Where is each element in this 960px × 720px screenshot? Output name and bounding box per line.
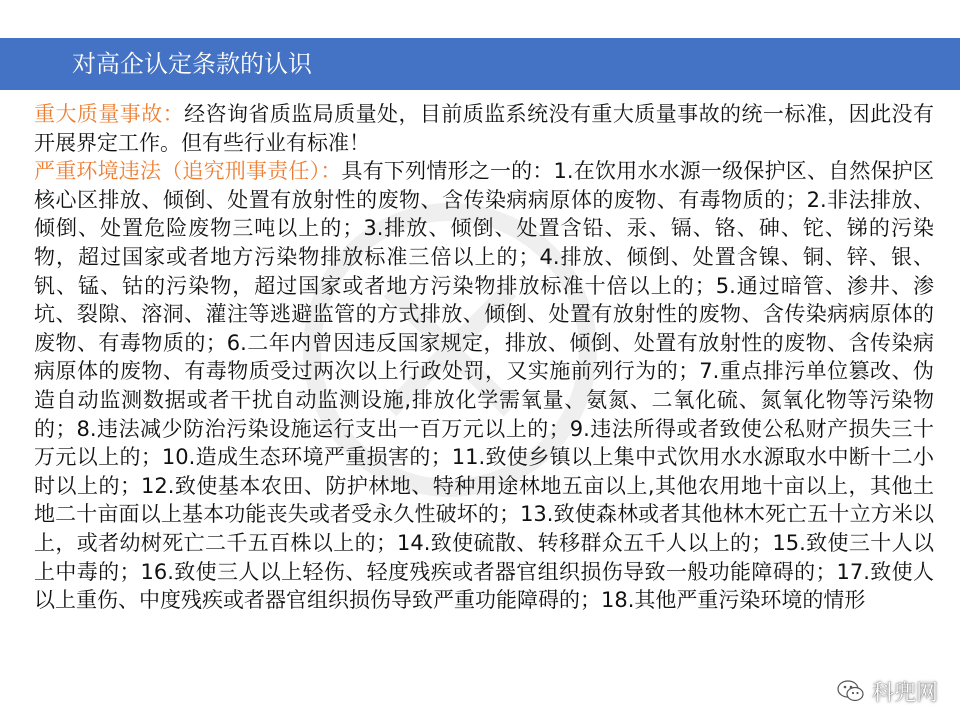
quality-accident-text: 经咨询省质监局质量处，目前质监系统没有重大质量事故的统一标准，因此没有开展界定工作。但有些行业有标准！ [34,102,935,155]
environmental-violation-text: 具有下列情形之一的：1.在饮用水水源一级保护区、自然保护区核心区排放、倾倒、处置有放射性的废物、含传染病病原体的废物、有毒物质的；2.非法排放、倾倒、处置危险废物三吨以上的；3.排放、倾倒、处置含铅、汞、镉、铬、砷、铊、锑的污染物，超过国家或者地方污染物排放标准三倍以上的；4.排放、倾倒、处置含镍、铜、锌、银、钒、锰、钴的污染物，超过国家或者地方污染物排放标准十倍以上的；5.通过暗管、渗井、渗坑、裂隙、溶洞、灌注等逃避监管的方式排放、倾倒、处置有放射性的废物、含传染病病原体的废物、有毒物质的；6.二年内曾因违反国家规定，排放、倾倒、处置有放射性的废物、含传染病病原体的废物、有毒物质受过两次以上行政处罚，又实施前列行为的；7.重点排污单位篡改、伪造自动监测数据或者干扰自动监测设施,排放化学需氧量、氨氮、二氧化硫、氮氧化物等污染物的；8.违法减少防治污染设施运行支出一百万元以上的；9.违法所得或者致使公私财产损失三十万元以上的；10.造成生态环境严重损害的；11.致使乡镇以上集中式饮用水水源取水中断十二小时以上的；12.致使基本农田、防护林地、特种用途林地五亩以上,其他农用地十亩以上，其他土地二十亩面以上基本功能丧失或者受永久性破坏的；13.致使森林或者其他林木死亡五十立方米以上，或者幼树死亡二千五百株以上的；14.致使硫散、转移群众五千人以上的；15.致使三十人以上中毒的；16.致使三人以上轻伤、轻度残疾或者器官组织损伤导致一般功能障碍的；17.致使人以上重伤、中度残疾或者器官组织损伤导致严重功能障碍的；18.其他严重污染环境的情形 [34,159,934,613]
paragraph-quality-accident [34,100,934,157]
title-bar [0,38,960,90]
paragraph-environmental-violation [34,157,934,615]
brand-name: 科兜网 [871,680,938,706]
quality-accident-label: 重大质量事故： [34,102,185,126]
brand-watermark [836,676,938,706]
environmental-violation-label: 严重环境违法（追究刑事责任）： [34,159,342,184]
wechat-icon [836,676,866,706]
slide-body [34,100,934,615]
slide-title: 对高企认定条款的认识 [72,50,312,78]
